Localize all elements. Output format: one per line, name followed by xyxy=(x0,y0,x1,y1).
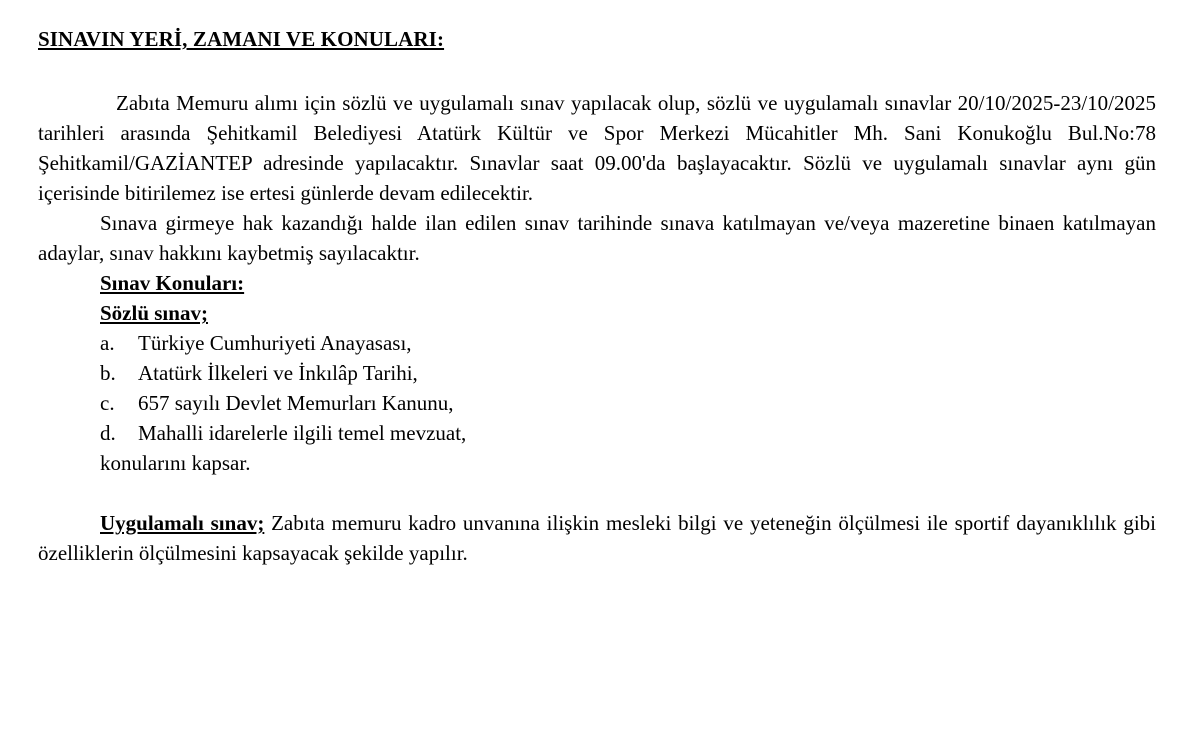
applied-exam-heading: Uygulamalı sınav; xyxy=(100,511,265,535)
oral-topic-list xyxy=(100,328,1156,448)
list-item-letter: b. xyxy=(100,361,116,385)
topics-heading: Sınav Konuları: xyxy=(100,271,245,295)
list-item xyxy=(100,328,1156,358)
oral-exam-heading: Sözlü sınav; xyxy=(100,301,208,325)
section-heading: SINAVIN YERİ, ZAMANI VE KONULARI: xyxy=(38,27,445,51)
exam-place-time-paragraph: Zabıta Memuru alımı için sözlü ve uygulamalı sınav yapılacak olup, sözlü ve uygulamalı sınavlar 20/10/2025-23/10/2025 tarihleri arasında Şehitkamil Belediyesi Atatürk Kültür ve Spor Merkezi Mücahitler Mh. Sani Konukoğlu Bul.No:78 Şehitkamil/GAZİANTEP adresinde yapılacaktır. Sınavlar saat 09.00'da başlayacaktır. Sözlü ve uygulamalı sınavlar aynı gün içerisinde bitirilemez ise ertesi günlerde devam edilecektir. xyxy=(38,91,1156,205)
list-item-text: 657 sayılı Devlet Memurları Kanunu, xyxy=(138,391,454,415)
oral-closing-text: konularını kapsar. xyxy=(100,451,251,475)
list-item xyxy=(100,388,1156,418)
list-item-letter: a. xyxy=(100,331,115,355)
list-item-letter: d. xyxy=(100,421,116,445)
document-page xyxy=(38,24,1156,568)
list-item-text: Türkiye Cumhuriyeti Anayasası, xyxy=(138,331,412,355)
list-item-text: Atatürk İlkeleri ve İnkılâp Tarihi, xyxy=(138,361,418,385)
list-item xyxy=(100,358,1156,388)
list-item-letter: c. xyxy=(100,391,115,415)
applied-exam-paragraph xyxy=(38,508,1156,568)
list-item-text: Mahalli idarelerle ilgili temel mevzuat, xyxy=(138,421,467,445)
absence-rule-paragraph: Sınava girmeye hak kazandığı halde ilan edilen sınav tarihinde sınava katılmayan ve/veya mazeretine binaen katılmayan adaylar, sınav hakkını kaybetmiş sayılacaktır. xyxy=(38,211,1156,265)
applied-exam-text: Zabıta memuru kadro unvanına ilişkin mesleki bilgi ve yeteneğin ölçülmesi ile sportif dayanıklılık gibi özelliklerin ölçülmesini kapsayacak şekilde yapılır. xyxy=(38,511,1156,565)
list-item xyxy=(100,418,1156,448)
